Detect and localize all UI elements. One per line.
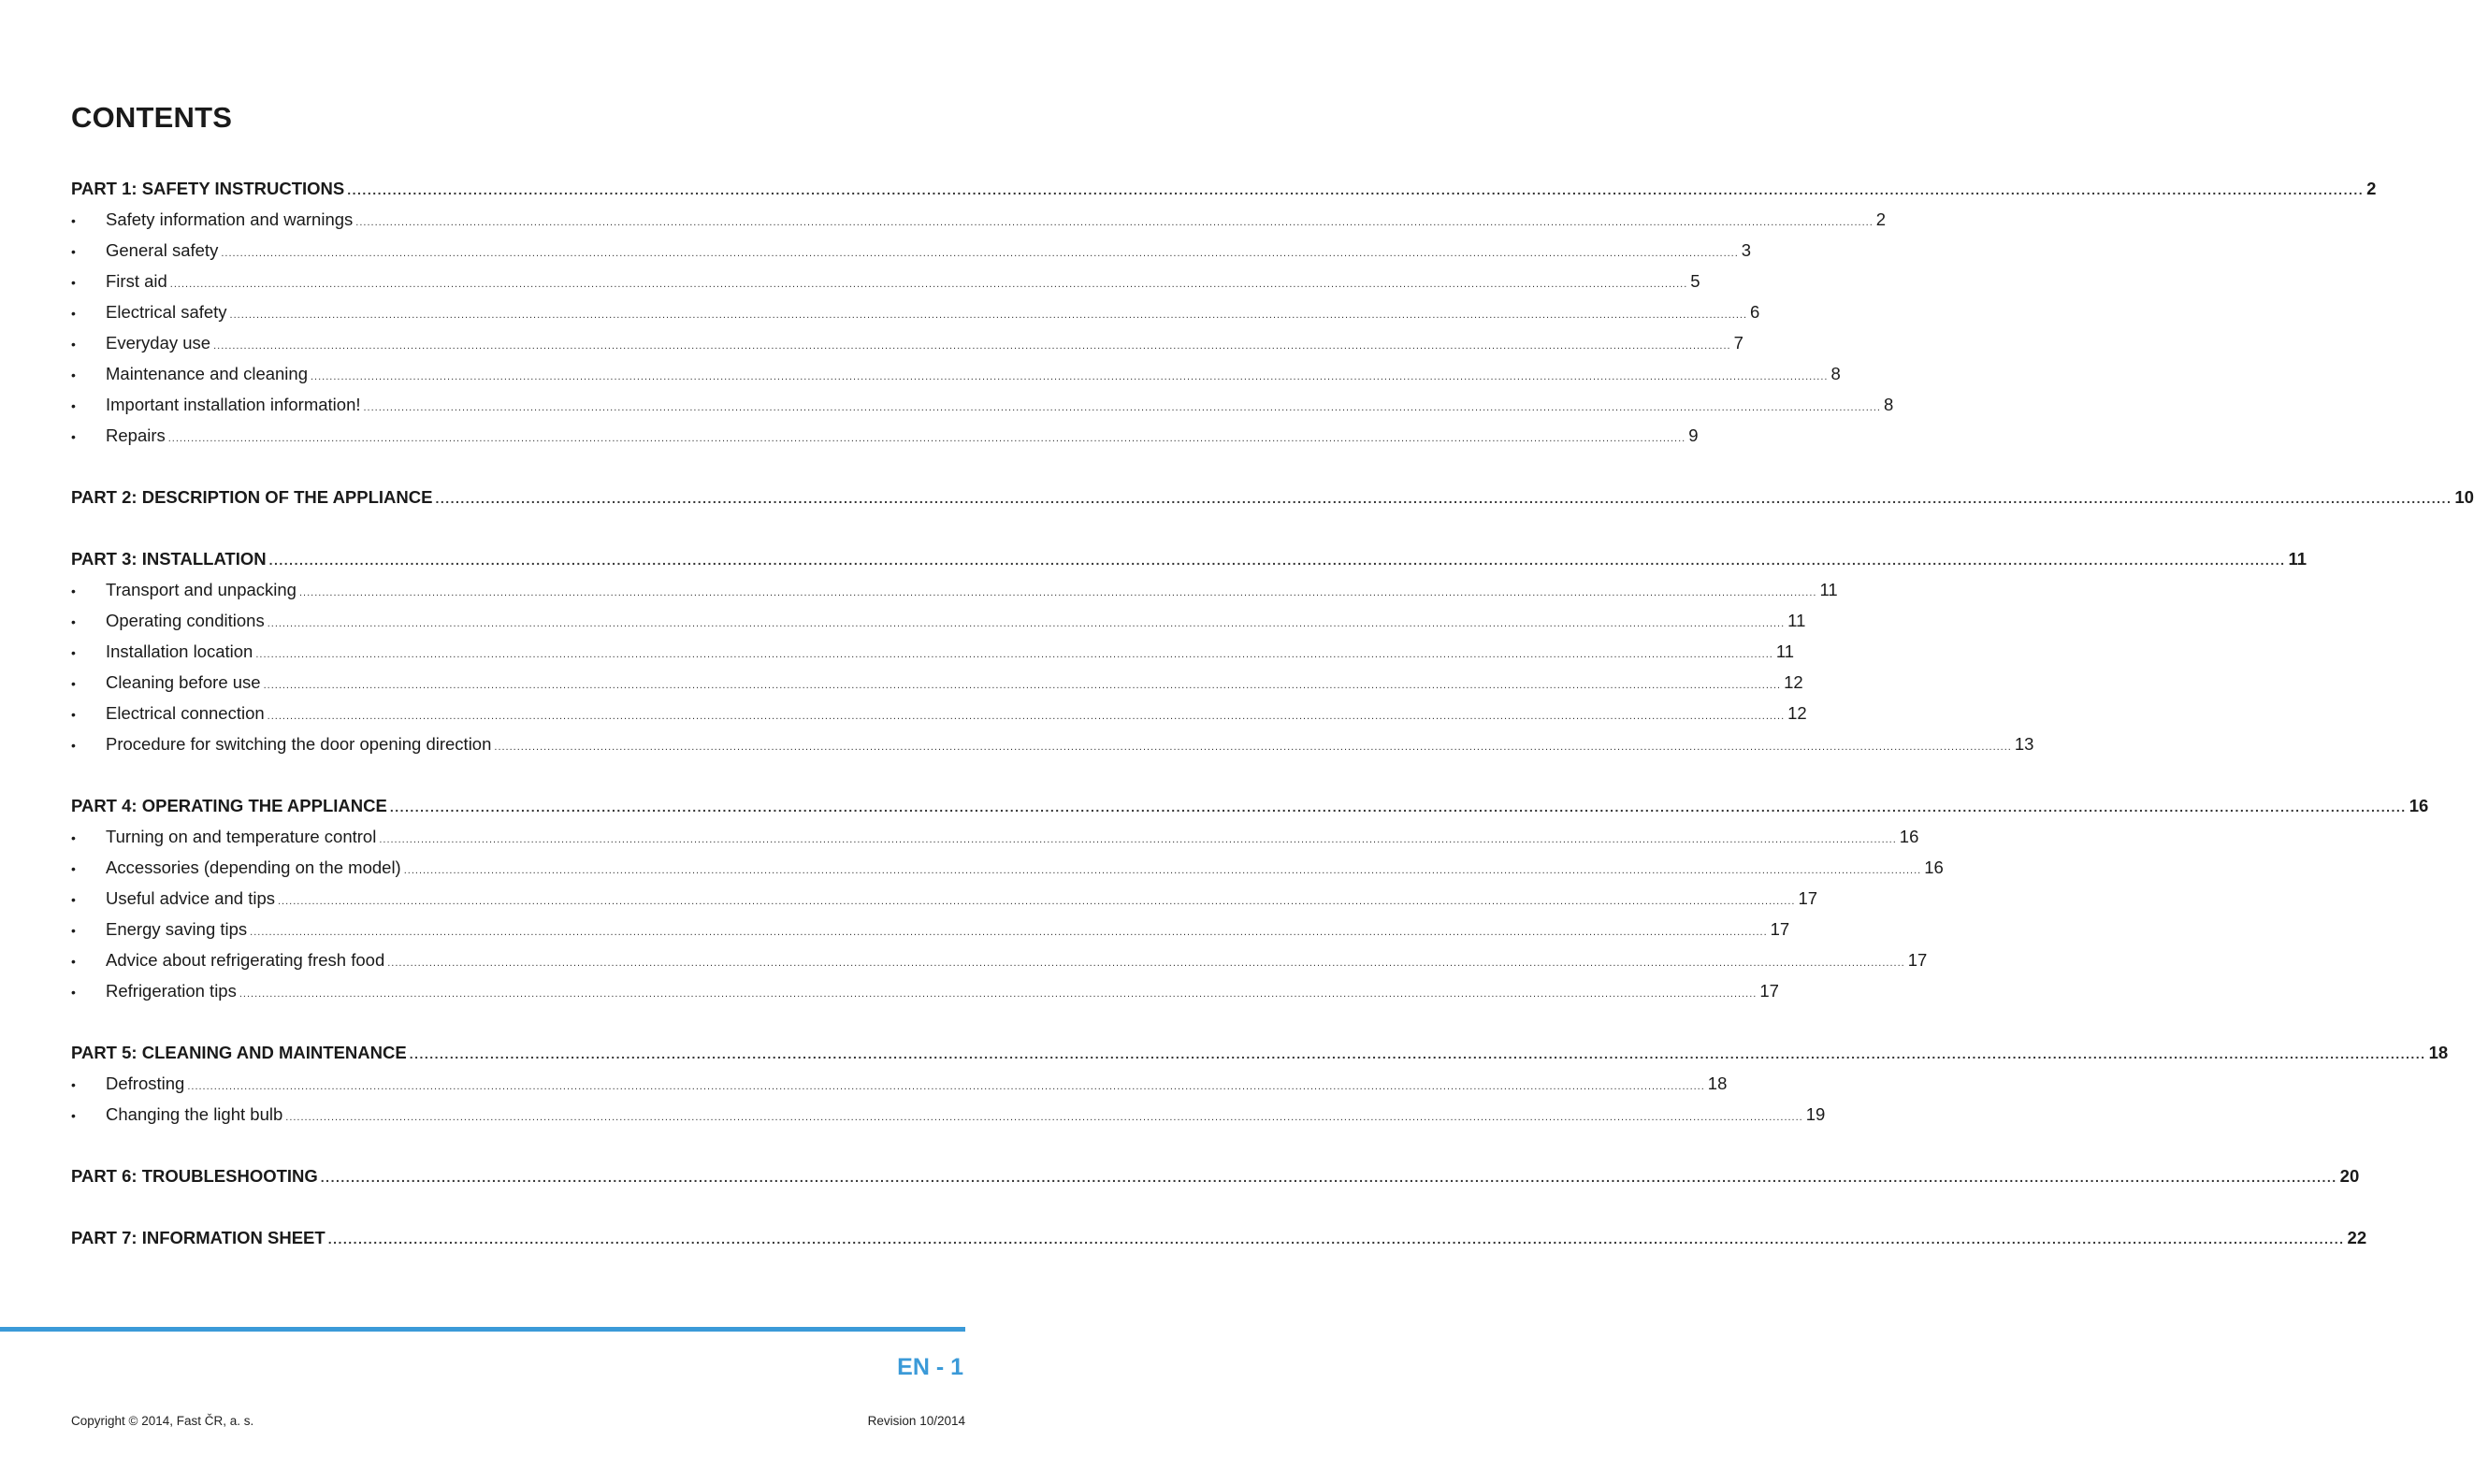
- toc-item-entry[interactable]: [71, 358, 1841, 389]
- toc-section: [71, 1160, 2360, 1191]
- toc-item-entry[interactable]: [71, 667, 1803, 698]
- toc-part-entry[interactable]: [71, 790, 2429, 821]
- toc-item-entry[interactable]: [71, 605, 1806, 636]
- toc-item-entry[interactable]: [71, 235, 1752, 266]
- toc-item-label: First aid: [106, 271, 167, 291]
- dot-leader: ................................................................................................................................................................................................................................................................................................................................................................................................................: [239, 988, 1758, 1000]
- toc-item-label: Accessories (depending on the model): [106, 857, 401, 877]
- toc-item-entry[interactable]: [71, 389, 1894, 420]
- toc-item-label: Transport and unpacking: [106, 580, 297, 599]
- toc-part-label: PART 7: INFORMATION SHEET: [71, 1228, 326, 1247]
- toc-page-number: 8: [1883, 395, 1894, 414]
- toc-page-number: 20: [2339, 1166, 2360, 1186]
- dot-leader: ................................................................................................................................................................................................................................................................................................................................................................................................................: [250, 927, 1768, 938]
- toc-page-number: 11: [2288, 549, 2308, 569]
- toc-section: [71, 173, 2377, 451]
- toc-item-entry[interactable]: [71, 636, 1795, 667]
- toc-item-label: Electrical safety: [106, 302, 227, 322]
- toc-page-number: 13: [2014, 734, 2034, 754]
- toc-item-entry[interactable]: [71, 296, 1760, 327]
- bullet-icon: •: [71, 398, 76, 413]
- toc-part-label: PART 4: OPERATING THE APPLIANCE: [71, 796, 387, 815]
- bullet-icon: •: [71, 645, 76, 660]
- bullet-icon: •: [71, 584, 76, 598]
- toc-item-label: Advice about refrigerating fresh food: [106, 950, 385, 970]
- toc-page-number: 3: [1741, 240, 1752, 260]
- dot-leader: ................................................................................................................................................................................................................................................................................................................................................................................................................: [389, 800, 2407, 814]
- toc-page-number: 16: [1899, 827, 1919, 846]
- toc-page-number: 11: [1819, 580, 1838, 599]
- toc-section: [71, 790, 2429, 1006]
- toc-item-entry[interactable]: [71, 883, 1818, 914]
- toc-part-entry[interactable]: [71, 1037, 2449, 1068]
- toc-section: [71, 482, 2474, 512]
- bullet-icon: •: [71, 861, 76, 876]
- toc-page-number: 10: [2454, 487, 2474, 507]
- toc-item-label: Cleaning before use: [106, 672, 261, 692]
- toc-part-entry[interactable]: [71, 543, 2308, 574]
- dot-leader: ................................................................................................................................................................................................................................................................................................................................................................................................................: [435, 491, 2452, 506]
- toc-item-entry[interactable]: [71, 698, 1807, 728]
- toc-item-label: Procedure for switching the door opening direction: [106, 734, 492, 754]
- bullet-icon: •: [71, 707, 76, 722]
- dot-leader: ................................................................................................................................................................................................................................................................................................................................................................................................................: [409, 1046, 2426, 1061]
- toc-page-number: 18: [2428, 1043, 2449, 1062]
- dot-leader: ................................................................................................................................................................................................................................................................................................................................................................................................................: [187, 1081, 1705, 1092]
- toc-page-number: 17: [1759, 981, 1779, 1001]
- bullet-icon: •: [71, 1108, 76, 1123]
- dot-leader: ................................................................................................................................................................................................................................................................................................................................................................................................................: [255, 649, 1773, 660]
- page-title: CONTENTS: [71, 101, 233, 134]
- toc-item-entry[interactable]: [71, 574, 1838, 605]
- dot-leader: ................................................................................................................................................................................................................................................................................................................................................................................................................: [403, 865, 1922, 876]
- page-number: EN - 1: [897, 1354, 963, 1380]
- toc-item-label: Maintenance and cleaning: [106, 364, 308, 383]
- toc-page-number: 11: [1775, 641, 1795, 661]
- toc-page-number: 11: [1787, 611, 1806, 630]
- dot-leader: ................................................................................................................................................................................................................................................................................................................................................................................................................: [263, 680, 1782, 691]
- table-of-contents: [71, 173, 2474, 1284]
- bullet-icon: •: [71, 892, 76, 907]
- toc-page-number: 16: [2409, 796, 2429, 815]
- toc-page-number: 17: [1770, 919, 1790, 939]
- toc-item-entry[interactable]: [71, 944, 1928, 975]
- toc-item-entry[interactable]: [71, 852, 1944, 883]
- toc-section: [71, 1222, 2367, 1253]
- toc-item-entry[interactable]: [71, 266, 1700, 296]
- dot-leader: ................................................................................................................................................................................................................................................................................................................................................................................................................: [221, 248, 1739, 259]
- toc-item-entry[interactable]: [71, 204, 1887, 235]
- toc-item-entry[interactable]: [71, 1068, 1728, 1099]
- toc-part-label: PART 2: DESCRIPTION OF THE APPLIANCE: [71, 487, 433, 507]
- toc-item-label: Electrical connection: [106, 703, 265, 723]
- toc-page-number: 18: [1707, 1073, 1728, 1093]
- dot-leader: ................................................................................................................................................................................................................................................................................................................................................................................................................: [363, 402, 1881, 413]
- toc-part-label: PART 3: INSTALLATION: [71, 549, 267, 569]
- toc-item-entry[interactable]: [71, 975, 1779, 1006]
- toc-item-label: Changing the light bulb: [106, 1104, 283, 1124]
- toc-page-number: 2: [2366, 179, 2377, 198]
- toc-section: [71, 543, 2308, 759]
- bullet-icon: •: [71, 275, 76, 290]
- toc-item-label: Everyday use: [106, 333, 211, 353]
- dot-leader: ................................................................................................................................................................................................................................................................................................................................................................................................................: [320, 1170, 2337, 1185]
- dot-leader: ................................................................................................................................................................................................................................................................................................................................................................................................................: [267, 618, 1786, 629]
- toc-item-entry[interactable]: [71, 420, 1699, 451]
- dot-leader: ................................................................................................................................................................................................................................................................................................................................................................................................................: [494, 742, 2012, 753]
- toc-page-number: 12: [1784, 672, 1803, 692]
- dot-leader: ................................................................................................................................................................................................................................................................................................................................................................................................................: [169, 279, 1688, 290]
- dot-leader: ................................................................................................................................................................................................................................................................................................................................................................................................................: [387, 958, 1905, 969]
- toc-page-number: 16: [1924, 857, 1944, 877]
- toc-part-entry[interactable]: [71, 1222, 2367, 1253]
- toc-item-label: Turning on and temperature control: [106, 827, 377, 846]
- bullet-icon: •: [71, 738, 76, 753]
- dot-leader: ................................................................................................................................................................................................................................................................................................................................................................................................................: [355, 217, 1874, 228]
- bullet-icon: •: [71, 985, 76, 1000]
- bullet-icon: •: [71, 1077, 76, 1092]
- bullet-icon: •: [71, 429, 76, 444]
- toc-item-entry[interactable]: [71, 728, 2034, 759]
- toc-item-label: Operating conditions: [106, 611, 265, 630]
- toc-item-label: Repairs: [106, 425, 166, 445]
- dot-leader: ................................................................................................................................................................................................................................................................................................................................................................................................................: [285, 1112, 1803, 1123]
- toc-item-label: Safety information and warnings: [106, 209, 354, 229]
- toc-page-number: 12: [1787, 703, 1807, 723]
- footer-divider: [0, 1327, 965, 1332]
- toc-page-number: 19: [1805, 1104, 1826, 1124]
- toc-page-number: 2: [1875, 209, 1887, 229]
- toc-item-label: Defrosting: [106, 1073, 185, 1093]
- bullet-icon: •: [71, 337, 76, 352]
- bullet-icon: •: [71, 306, 76, 321]
- toc-item-entry[interactable]: [71, 327, 1743, 358]
- bullet-icon: •: [71, 954, 76, 969]
- toc-item-label: Important installation information!: [106, 395, 361, 414]
- toc-page-number: 17: [1907, 950, 1928, 970]
- toc-part-label: PART 5: CLEANING AND MAINTENANCE: [71, 1043, 407, 1062]
- dot-leader: ................................................................................................................................................................................................................................................................................................................................................................................................................: [278, 896, 1796, 907]
- bullet-icon: •: [71, 614, 76, 629]
- toc-part-entry[interactable]: [71, 1160, 2360, 1191]
- dot-leader: ................................................................................................................................................................................................................................................................................................................................................................................................................: [298, 587, 1817, 598]
- toc-part-entry[interactable]: [71, 482, 2474, 512]
- toc-page-number: 17: [1798, 888, 1818, 908]
- toc-page-number: 5: [1690, 271, 1700, 291]
- toc-page-number: 8: [1830, 364, 1841, 383]
- dot-leader: ................................................................................................................................................................................................................................................................................................................................................................................................................: [167, 433, 1686, 444]
- toc-item-label: Useful advice and tips: [106, 888, 275, 908]
- bullet-icon: •: [71, 830, 76, 845]
- toc-item-label: Installation location: [106, 641, 253, 661]
- toc-item-label: Refrigeration tips: [106, 981, 237, 1001]
- dot-leader: ................................................................................................................................................................................................................................................................................................................................................................................................................: [268, 553, 2286, 568]
- toc-part-entry[interactable]: [71, 173, 2377, 204]
- bullet-icon: •: [71, 923, 76, 938]
- dot-leader: ................................................................................................................................................................................................................................................................................................................................................................................................................: [311, 371, 1829, 382]
- toc-item-label: General safety: [106, 240, 219, 260]
- dot-leader: ................................................................................................................................................................................................................................................................................................................................................................................................................: [213, 340, 1731, 352]
- dot-leader: ................................................................................................................................................................................................................................................................................................................................................................................................................: [267, 711, 1786, 722]
- toc-page-number: 6: [1750, 302, 1760, 322]
- toc-part-label: PART 6: TROUBLESHOOTING: [71, 1166, 318, 1186]
- toc-item-entry[interactable]: [71, 821, 1919, 852]
- bullet-icon: •: [71, 367, 76, 382]
- toc-page-number: 22: [2347, 1228, 2367, 1247]
- toc-item-entry[interactable]: [71, 1099, 1826, 1130]
- bullet-icon: •: [71, 213, 76, 228]
- toc-item-label: Energy saving tips: [106, 919, 248, 939]
- toc-item-entry[interactable]: [71, 914, 1790, 944]
- revision-text: Revision 10/2014: [867, 1414, 965, 1428]
- copyright-text: Copyright © 2014, Fast ČR, a. s.: [71, 1414, 254, 1428]
- bullet-icon: •: [71, 676, 76, 691]
- dot-leader: ................................................................................................................................................................................................................................................................................................................................................................................................................: [347, 182, 2365, 197]
- toc-page-number: 7: [1733, 333, 1743, 353]
- toc-section: [71, 1037, 2449, 1130]
- dot-leader: ................................................................................................................................................................................................................................................................................................................................................................................................................: [229, 310, 1748, 321]
- toc-part-label: PART 1: SAFETY INSTRUCTIONS: [71, 179, 345, 198]
- dot-leader: ................................................................................................................................................................................................................................................................................................................................................................................................................: [379, 834, 1897, 845]
- dot-leader: ................................................................................................................................................................................................................................................................................................................................................................................................................: [327, 1232, 2345, 1246]
- toc-page-number: 9: [1688, 425, 1699, 445]
- bullet-icon: •: [71, 244, 76, 259]
